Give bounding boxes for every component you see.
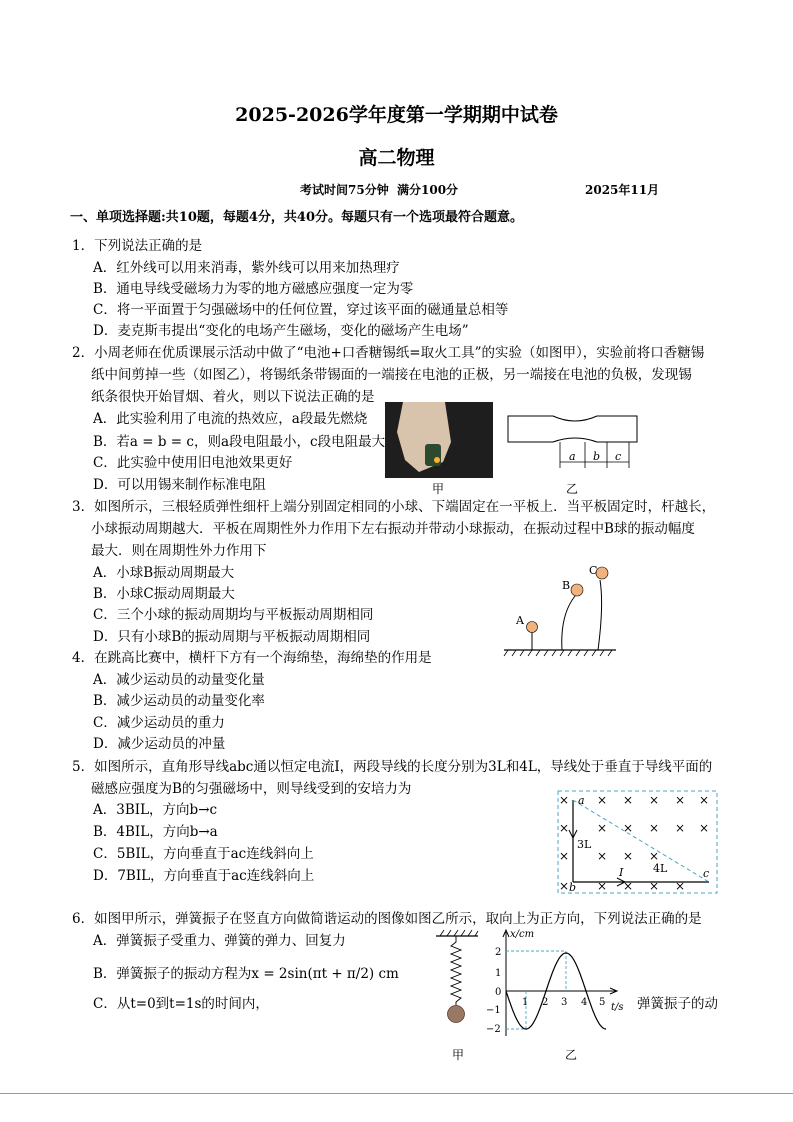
q3-option-a: A．小球B振动周期最大 (93, 565, 235, 581)
field-cross: × (597, 821, 608, 835)
page-bottom-rule (0, 1093, 793, 1094)
field-cross: × (649, 793, 660, 807)
q1-stem: 1．下列说法正确的是 (72, 238, 203, 254)
q2-stem-line3: 纸条很快开始冒烟、着火，则以下说法正确的是 (91, 389, 375, 405)
x-tick-1: 1 (522, 997, 529, 1008)
q2-stem-line1: 2．小周老师在优质课展示活动中做了“电池+口香糖锡纸=取火工具”的实验（如图甲），实验前将口香糖锡 (72, 345, 705, 361)
q2-foil-diagram (505, 412, 640, 470)
q6-spring-diagram (434, 928, 480, 1028)
rod-c (598, 580, 602, 650)
x-tick-5: 5 (599, 997, 606, 1008)
x-tick-3: 3 (561, 997, 568, 1008)
label-C: C (589, 564, 598, 577)
q1-option-a: A．红外线可以用来消毒，紫外线可以用来加热理疗 (93, 260, 400, 276)
q5-field-diagram (557, 790, 719, 896)
label-a: a (578, 794, 585, 807)
q1-option-c: C．将一平面置于匀强磁场中的任何位置，穿过该平面的磁通量总相等 (93, 302, 509, 318)
full-score: 满分100分 (397, 183, 459, 197)
label-b: b (593, 450, 601, 463)
field-cross: × (597, 879, 608, 893)
q1-option-b: B．通电导线受磁场力为零的地方磁感应强度一定为零 (93, 281, 414, 297)
field-cross: × (559, 849, 570, 863)
q2-label-yi: 乙 (566, 482, 579, 496)
field-cross: × (675, 793, 686, 807)
field-cross: × (649, 821, 660, 835)
field-cross: × (597, 793, 608, 807)
q6-option-a: A．弹簧振子受重力、弹簧的弹力、回复力 (93, 933, 346, 949)
q3-option-d: D．只有小球B的振动周期与平板振动周期相同 (93, 629, 371, 645)
field-cross: × (559, 821, 570, 835)
q6-label-jia: 甲 (452, 1048, 465, 1062)
q2-photo-battery (385, 402, 493, 478)
q2-stem-line2: 纸中间剪掉一些（如图乙），将锡纸条带锡面的一端接在电池的正极，另一端接在电池的负极，发现锡 (91, 367, 692, 383)
q6-option-b: B．弹簧振子的振动方程为x = 2sin(πt + π/2) cm (93, 966, 399, 982)
ball-b (571, 584, 583, 596)
y-tick-0: 0 (495, 987, 502, 998)
y-tick-neg2: −2 (486, 1024, 501, 1035)
y-tick-neg1: −1 (486, 1005, 501, 1016)
exam-date: 2025年11月 (585, 183, 660, 197)
q6-stem: 6．如图甲所示，弹簧振子在竖直方向做简谐运动的图像如图乙所示，取向上为正方向，下列说法正确的是 (72, 911, 702, 927)
field-cross: × (623, 849, 634, 863)
rod-b (562, 596, 575, 650)
q5-option-d: D．7BIL，方向垂直于ac连线斜向上 (93, 868, 315, 884)
y-tick-2: 2 (495, 947, 502, 958)
spark-shape (434, 457, 440, 463)
field-cross: × (623, 793, 634, 807)
field-cross: × (623, 821, 634, 835)
q6-option-c: C．从t=0到t=1s的时间内， (93, 996, 269, 1012)
label-c: c (703, 867, 710, 880)
q2-option-d: D．可以用锡来制作标准电阻 (93, 477, 266, 493)
field-cross: × (623, 879, 634, 893)
x-axis-label: t/s (611, 1002, 624, 1013)
q3-stem-line1: 3．如图所示，三根轻质弹性细杆上端分别固定相同的小球、下端固定在一平板上．当平板固定时，杆越长， (72, 499, 716, 515)
field-cross: × (597, 849, 608, 863)
q3-stem-line3: 最大．则在周期性外力作用下 (91, 543, 267, 559)
label-A: A (516, 614, 524, 627)
q3-rods-diagram (500, 560, 620, 660)
ball-c (596, 567, 608, 579)
q4-option-b: B．减少运动员的动量变化率 (93, 693, 265, 709)
ball-a (527, 622, 538, 633)
field-cross: × (559, 793, 570, 807)
field-cross: × (675, 879, 686, 893)
field-cross: × (699, 793, 710, 807)
exam-time: 考试时间75分钟 (300, 183, 389, 197)
q2-label-jia: 甲 (432, 482, 445, 496)
q3-stem-line2: 小球振动周期越大．平板在周期性外力作用下左右振动并带动小球振动，在振动过程中B球的振动幅度 (91, 521, 695, 537)
field-cross: × (699, 821, 710, 835)
y-axis-label: x/cm (510, 929, 535, 940)
exam-title: 2025-2026学年度第一学期期中试卷 (235, 104, 558, 126)
x-tick-2: 2 (542, 997, 549, 1008)
label-4L: 4L (653, 862, 668, 875)
q5-option-c: C．5BIL，方向垂直于ac连线斜向上 (93, 846, 314, 862)
ac-dashed-line (573, 800, 709, 882)
q4-option-c: C．减少运动员的重力 (93, 715, 225, 731)
y-tick-1: 1 (495, 968, 502, 979)
field-cross: × (649, 849, 660, 863)
q4-option-d: D．减少运动员的冲量 (93, 736, 226, 752)
foil-outline (508, 416, 637, 442)
label-B: B (562, 579, 571, 592)
oscillator-mass (448, 1006, 465, 1023)
q5-option-b: B．4BIL，方向b→a (93, 824, 218, 840)
q5-option-a: A．3BIL，方向b→c (93, 802, 218, 818)
battery-shape (425, 444, 441, 466)
q6-label-yi: 乙 (565, 1048, 578, 1062)
field-cross: × (649, 879, 660, 893)
q1-option-d: D．麦克斯韦提出“变化的电场产生磁场，变化的磁场产生电场” (93, 323, 469, 339)
q6-graph (484, 924, 632, 1042)
q6-option-c-tail: 弹簧振子的动 (637, 996, 718, 1012)
q4-option-a: A．减少运动员的动量变化量 (93, 672, 265, 688)
q2-option-a: A．此实验利用了电流的热效应，a段最先燃烧 (93, 411, 368, 427)
q3-option-c: C．三个小球的振动周期均与平板振动周期相同 (93, 607, 374, 623)
ground-hatch (504, 650, 612, 656)
q3-option-b: B．小球C振动周期最大 (93, 586, 235, 602)
q4-stem: 4．在跳高比赛中，横杆下方有一个海绵垫，海绵垫的作用是 (72, 650, 432, 666)
subject-title: 高二物理 (358, 147, 435, 169)
label-c: c (615, 450, 622, 463)
label-3L: 3L (577, 838, 592, 851)
label-a: a (569, 450, 576, 463)
label-b: b (569, 881, 577, 894)
label-I: I (619, 866, 624, 879)
field-cross: × (675, 821, 686, 835)
spring (451, 936, 461, 1006)
q2-option-c: C．此实验中使用旧电池效果更好 (93, 455, 293, 471)
x-tick-4: 4 (581, 997, 588, 1008)
q5-stem-line1: 5．如图所示，直角形导线abc通以恒定电流I，两段导线的长度分别为3L和4L，导线处于垂直于导线平面的 (72, 759, 713, 775)
ceiling-hatch (440, 930, 478, 936)
q2-option-b: B．若a = b = c，则a段电阻最小，c段电阻最大 (93, 434, 386, 450)
section-heading: 一、单项选择题:共10题，每题4分，共40分。每题只有一个选项最符合题意。 (70, 210, 524, 225)
q5-stem-line2: 磁感应强度为B的匀强磁场中，则导线受到的安培力为 (91, 781, 412, 797)
field-cross: × (559, 879, 570, 893)
